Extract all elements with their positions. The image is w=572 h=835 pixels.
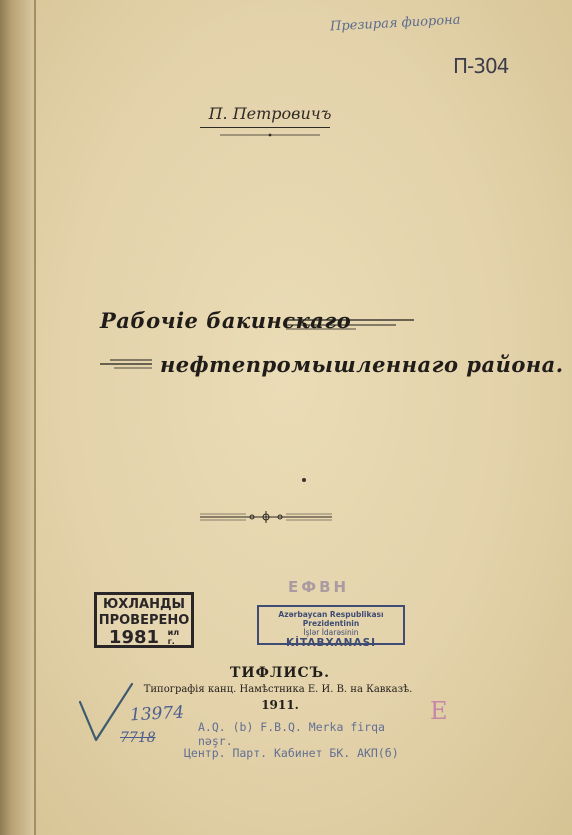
title-line-2: нефтепромышленнаго района.: [160, 352, 564, 377]
stamp-right-line2: İşlər İdarəsinin: [303, 628, 359, 637]
library-check-stamp: [94, 592, 194, 648]
title-rule-left: [100, 357, 154, 371]
stamp-left-line2: ПРОВЕРЕНО: [98, 613, 190, 628]
center-ornament: [196, 510, 336, 524]
imprint-printer: Типографія канц. Намѣстника Е. И. В. на Кавказѣ.: [143, 684, 413, 695]
stamp-blue-line1: A.Q. (b) F.B.Q. Merka firqa nəşr.: [198, 720, 385, 748]
binding-rule: [34, 0, 36, 835]
stamp-right-line1: Azərbaycan Respublikası Prezidentinin: [278, 610, 384, 628]
handwritten-note: Презирая фиорона: [329, 12, 461, 35]
author-underline: [200, 127, 330, 128]
faded-stamp-mark: ЕФВН: [288, 578, 350, 596]
author-ornament: [220, 132, 320, 138]
margin-letter: E: [430, 697, 448, 725]
library-ownership-stamp: [257, 605, 405, 649]
stamp-left-line1: ЮХЛАНДЫ: [102, 597, 186, 612]
stamp-left-suffix-bottom: г.: [167, 637, 175, 646]
handwritten-inventory-number: 13974: [129, 702, 185, 726]
title-line-1: Рабочіе бакинскаго: [100, 308, 352, 333]
handwritten-old-number: 7718: [120, 730, 156, 746]
stamp-left-year: 1981: [108, 627, 160, 648]
stamp-left-suffix: [168, 628, 179, 646]
catalog-code: П-304: [453, 54, 509, 78]
imprint-city: ТИФЛИСЪ.: [230, 665, 330, 681]
party-cabinet-stamp: [178, 718, 404, 772]
stamp-blue-line2: Центр. Парт. Кабинет БК. АКП(б): [184, 746, 399, 760]
stamp-right-line3: KİTABXANASI: [285, 637, 377, 649]
imprint-year: 1911.: [261, 698, 299, 712]
author-name: П. Петровичъ: [208, 104, 332, 123]
binding-edge: [0, 0, 34, 835]
title-rule-right: [286, 316, 416, 332]
stamp-left-suffix-top: ил: [167, 628, 180, 637]
ink-dot: [302, 478, 306, 482]
